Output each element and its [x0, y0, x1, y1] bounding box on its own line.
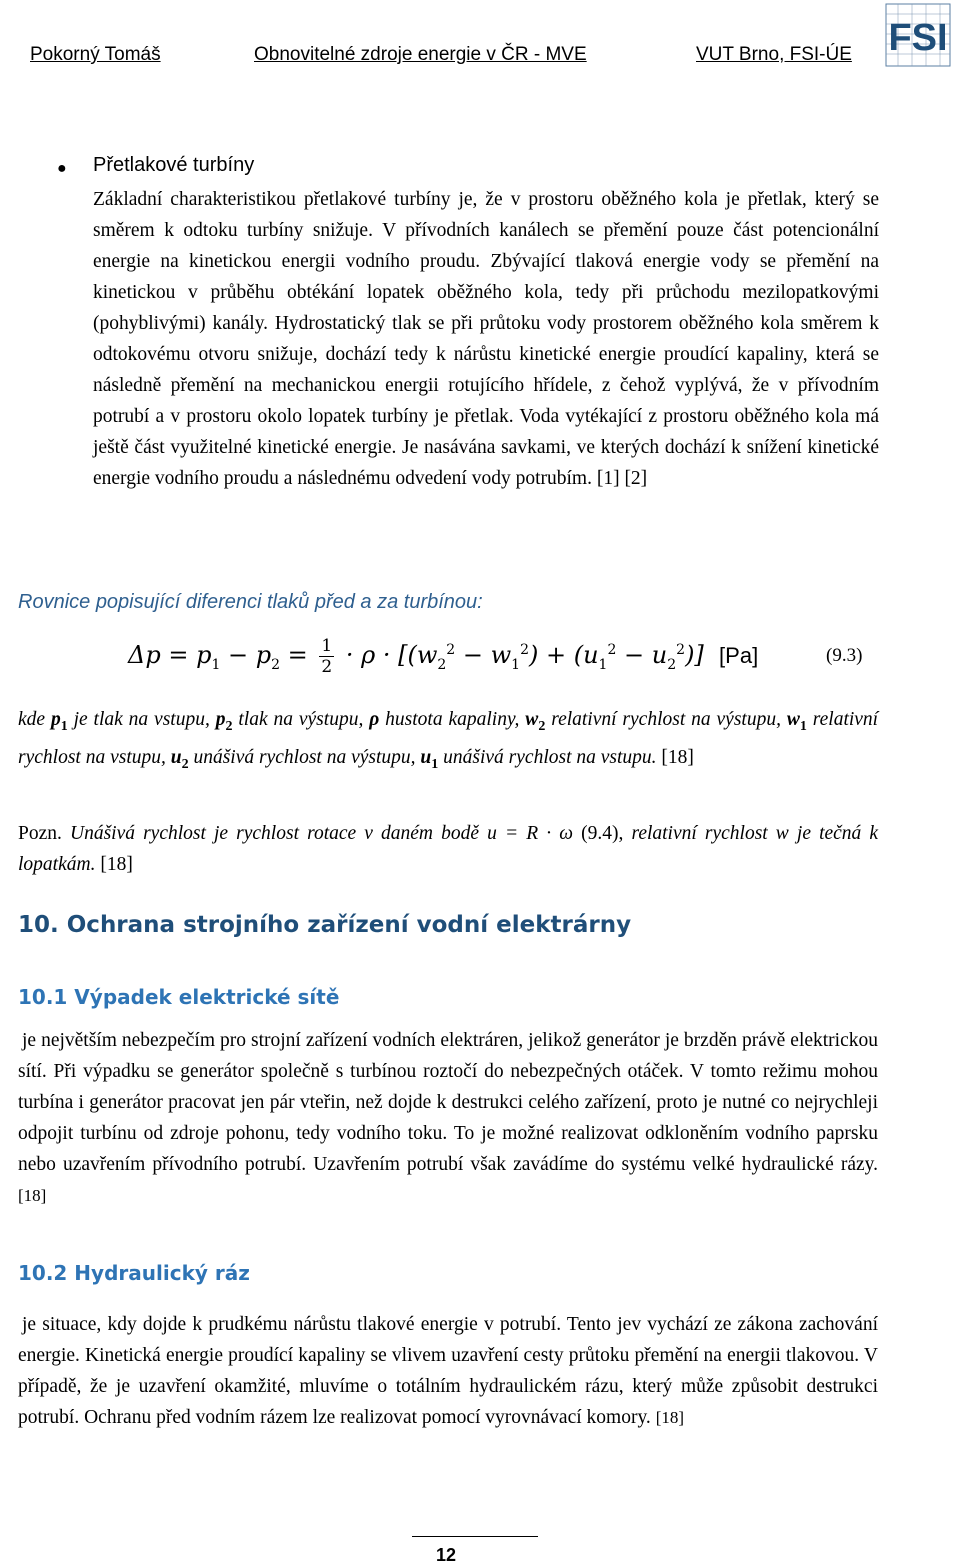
- note-paragraph: Pozn. Unášivá rychlost je rychlost rotace v daném bodě u = R · ω (9.4), relativní rychlost w je tečná k lopatkám. [18]: [18, 823, 879, 875]
- bullet-title: Přetlakové turbíny: [93, 154, 255, 176]
- section-10-2-paragraph: je situace, kdy dojde k prudkému nárůstu tlakové energie v potrubí. Tento jev vychází ze zákona zachování energie. Kinetická energie proudící kapaliny se vlivem uzavření cesty průtoku přemění na energii tlakovou. V případě, že je uzavření okamžité, mluvíme o totálním hydraulickém rázu, který může způsobit destrukci potrubí. Ochranu před vodním rázem lze realizovat pomocí vyrovnávací komory. [18]: [18, 1314, 878, 1428]
- eq-unit: [Pa]: [719, 643, 759, 668]
- equation-legend: kde $p_1$ je tlak na vstupu, $p_2$ tlak na výstupu, ρ hustota kapaliny, $w_2$ relativní rychlost na výstupu, $w_1$ relativní rychlost na vstupu, $u_2$ unášivá rychlost na výstupu, $u_1$ unášivá rychlost na vstupu. [18]: [18, 709, 879, 772]
- header-author: Pokorný Tomáš: [30, 44, 161, 65]
- page-number: 12: [436, 1545, 457, 1565]
- header-institution: VUT Brno, FSI-ÚE: [696, 44, 852, 65]
- logo-text: FSI: [888, 17, 948, 59]
- subsection-heading-10-2: 10.2 Hydraulický ráz: [18, 1261, 250, 1285]
- equation-9-3: $\Delta p = p_1 - p_2$ = $\frac{1}{2}$ · $\rho \cdot [(w_2^2 - w_1^2) + (u_1^2 - u_2^2)]$ [Pa]: [128, 636, 759, 677]
- equation-caption: Rovnice popisující diferenci tlaků před a za turbínou:: [18, 591, 483, 613]
- subsection-heading-10-1: 10.1 Výpadek elektrické sítě: [18, 985, 340, 1009]
- bullet-icon: ●: [57, 160, 67, 177]
- header-title: Obnovitelné zdroje energie v ČR - MVE: [254, 44, 587, 65]
- fsi-logo: [884, 2, 952, 68]
- overpressure-paragraph: Základní charakteristikou přetlakové turbíny je, že v prostoru oběžného kola je přetlak, který se směrem k odtoku turbíny snižuje. V přívodních kanálech se přemění pouze část potencionální energie na kinetickou energii vodního proudu. Zbývající tlaková energie vody se přemění na kinetickou v průběhu obtékání lopatek oběžného kola, tedy při průchodu mezilopatkovými (pohyblivými) kanály. Hydrostatický tlak se při průtoku vody prostorem oběžného kola směrem k odtokovému otvoru snižuje, dochází tedy k nárůstu kinetické energie proudící kapaliny, která se následně přemění na mechanickou energii rotujícího hřídele, z čehož vyplývá, že v přívodním potrubí a v prostoru okolo lopatek turbíny je přetlak. Voda vytékající z prostoru oběžného kola má ještě část využitelné kinetické energie. Je nasávána savkami, ve kterých dochází k snížení kinetické energie vodního proudu a následnému odvedení vody potrubím. [1] [2]: [93, 189, 879, 489]
- section-10-1-paragraph: je největším nebezpečím pro strojní zařízení vodních elektráren, jelikož generátor je brzděn právě elektrickou sítí. Při výpadku se generátor společně s turbínou roztočí do nebezpečných otáček. V tomto režimu mohou turbína i generátor pracovat jen pár vteřin, než dojde k destrukci celého zařízení, proto je nutné co nejrychleji odpojit turbínu od zdroje pohonu, tedy vodního toku. To je možné realizovat odkloněním vodního paprsku nebo uzavřením přívodního potrubí. Uzavřením potrubí však zavádíme do systému velké hydraulické rázy.[18]: [18, 1030, 878, 1205]
- chapter-heading: 10. Ochrana strojního zařízení vodní elektrárny: [18, 912, 632, 938]
- eq-fraction: $\frac{1}{2}$: [321, 636, 333, 677]
- equation-number: (9.3): [826, 645, 863, 666]
- eq-lhs: Δp = p: [128, 641, 212, 669]
- footer-rule: [412, 1536, 538, 1537]
